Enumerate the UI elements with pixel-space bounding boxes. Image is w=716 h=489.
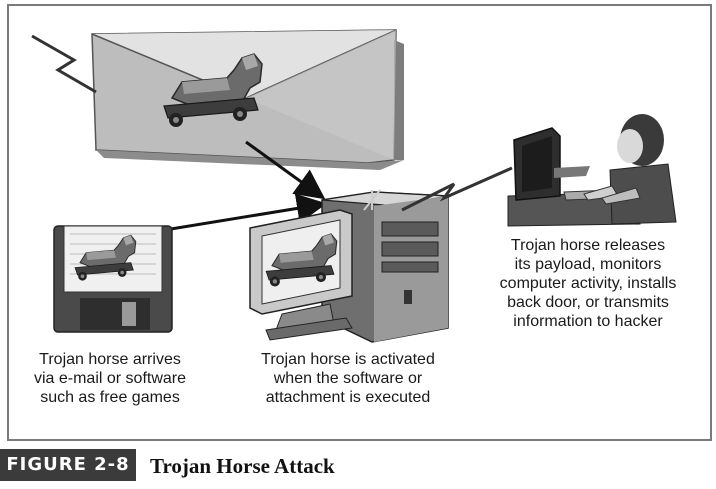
computer-icon — [250, 190, 448, 342]
caption-arrives: Trojan horse arrives via e-mail or software such as free games — [33, 351, 187, 406]
hacker-icon — [508, 114, 676, 226]
floppy-disk-icon — [54, 226, 172, 332]
figure-label: FIGURE 2-8 — [0, 449, 136, 481]
caption-releases: Trojan horse releases its payload, monitors computer activity, installs back door, or transmits information to hacker — [499, 237, 677, 330]
figure-title: Trojan Horse Attack — [150, 454, 335, 478]
caption-activated: Trojan horse is activated when the software or attachment is executed — [261, 351, 435, 406]
lightning-icon — [32, 36, 96, 92]
